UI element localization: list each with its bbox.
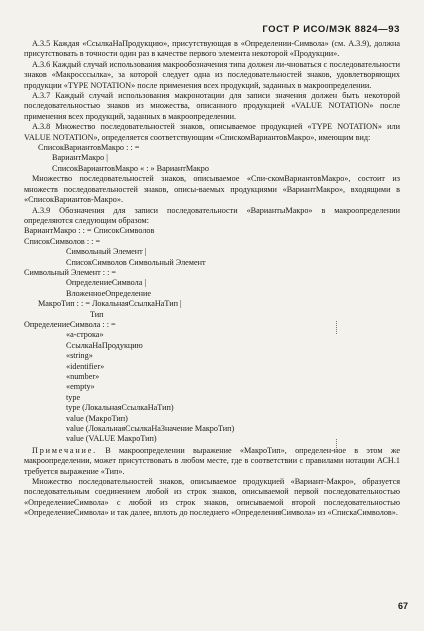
paragraph-macro-set: Множество последовательностей знаков, описываемое «Спи-скомВариантовМакро», состоит из множеств последовательностей знаков, описы-ваемых продукциями «ВариантМакро», входящими в «СписокВариантов-Макро».: [24, 174, 400, 205]
syntax-line: value (VALUE МакроТип): [66, 434, 157, 444]
note-label: Примечание.: [32, 445, 97, 455]
syntax-line: Символьный Элемент |: [66, 247, 147, 257]
note-text: В макроопределении выражение «МакроТип», определен-ное в этом же макроопределении, может присутствовать в любом месте, где в соответствии с правилами нотации АСН.1 требуется выражение «Тип».: [24, 445, 400, 476]
syntax-line: value (ЛокальнаяСсылкаНаЗначение МакроТип): [66, 424, 235, 434]
paragraph-a36: А.3.6 Каждый случай использования макрообозначения типа должен ли-чноваться с последовательности знаков «Макросссылка», за которой следует одна из последовательностей знаков, удовлетворяющих продукции «TYPE NOTATION» после применения всех продукций, заданных в макроопределении.: [24, 59, 400, 90]
syntax-line: СписокВариантовМакро : : =: [38, 143, 140, 153]
syntax-line: ОпределениеСимвола |: [66, 278, 147, 288]
syntax-line: «number»: [66, 372, 100, 381]
page-number: 67: [398, 601, 409, 611]
note-paragraph: [24, 446, 400, 477]
margin-mark: [336, 321, 339, 334]
paragraph-a39: А.3.9 Обозначения для записи последовательности «ВариантыМакро» в макроопределении определяются следующим образом:: [24, 205, 400, 225]
syntax-line: «string»: [66, 351, 93, 361]
syntax-line: СписокСимволов : : =: [24, 236, 101, 246]
syntax-line: Тип: [90, 309, 104, 319]
syntax-line: ВложенноеОпределение: [66, 288, 152, 298]
paragraph-a35: А.3.5 Каждая «СсылкаНаПродукцию», присутствующая в «Определении-Символа» (см. А.3.9), должна присутствовать в точности один раз в качестве первого элемента некоторой «Продукции».: [24, 39, 400, 59]
paragraph-a37: А.3.7 Каждый случай использования макронотации для записи значения должен быть некоторой последовательностью знаков из множества, описанного продукцией «VALUE NOTATION» после применения всех продукций, заданных в макроопределении.: [24, 91, 400, 121]
syntax-line: type: [66, 392, 81, 402]
syntax-line: «identifier»: [66, 361, 105, 371]
syntax-line: СписокВариантовМакро « : » ВариантМакро: [52, 163, 209, 173]
syntax-line: Символьный Элемент : : =: [24, 267, 117, 277]
margin-mark: [336, 439, 339, 452]
syntax-line: value (МакроТип): [66, 413, 128, 423]
syntax-line: МакроТип : : = ЛокальнаяСсылкаНаТип |: [38, 299, 182, 309]
page-header: ГОСТ Р ИСО/МЭК 8824—93: [262, 24, 400, 35]
syntax-line: СсылкаНаПродукцию: [66, 340, 143, 350]
paragraph-final: Множество последовательностей знаков, описываемое продукцией «Вариант-Макро», образуется последовательным соединением любой из строк знаков, описываемой первой последовательностью «ОпределениеСимвола» с любой из строк знаков, описываемой второй последовательностью «ОпределениеСимвола» и так далее, вплоть до последнего «ОпределенияСимвола» из «СпискаСимволов».: [24, 477, 400, 518]
document-body: [24, 39, 400, 519]
syntax-line: СписокСимволов Символьный Элемент: [66, 257, 206, 267]
syntax-line: ОпределениеСимвола : : =: [24, 319, 116, 329]
syntax-line: ВариантМакро : : = СписокСимволов: [24, 226, 155, 236]
syntax-line: «empty»: [66, 382, 95, 392]
syntax-line: ВариантМакро |: [52, 153, 108, 163]
syntax-line: «а-строка»: [66, 330, 104, 340]
syntax-line: type (ЛокальнаяСсылкаНаТип): [66, 403, 174, 413]
paragraph-a38: А.3.8 Множество последовательностей знаков, описываемое продукцией «TYPE NOTATION» или VALUE NOTATION», определяется соответствующим «СпискомВариантовМакро», имеющим вид:: [24, 122, 400, 142]
